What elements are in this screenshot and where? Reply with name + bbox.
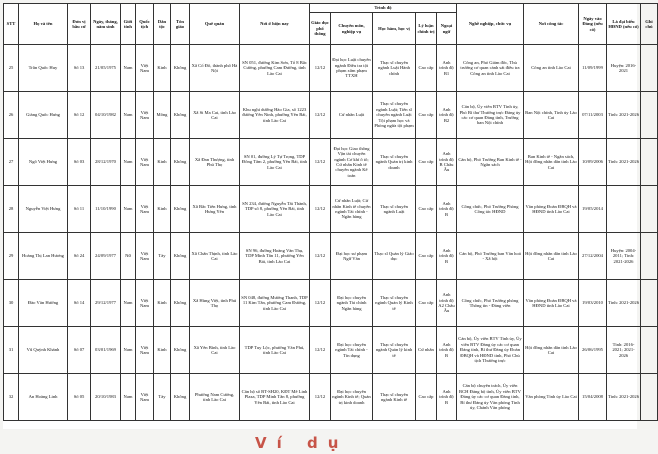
cell-political: Cao cấp	[416, 92, 437, 139]
header-education-group: Trình độ	[310, 4, 457, 13]
footer-stamp-text: Ví dụ	[255, 434, 349, 452]
cell-professional: Đại học Luật chuyên ngành Điều tra tội phạm xâm phạm TTXH	[331, 45, 373, 92]
cell-nationality: Việt Nam	[136, 327, 154, 374]
cell-ethnic: Kinh	[154, 139, 171, 186]
cell-stt: 32	[4, 374, 19, 421]
cell-degree: Thạc sĩ Quản lý Giáo dục	[373, 233, 416, 280]
cell-stt: 29	[4, 233, 19, 280]
cell-unit: Số 12	[68, 92, 91, 139]
cell-party-date: 07/11/2003	[579, 92, 607, 139]
cell-residence: SN 234, đường Nguyễn Tất Thành, TDP số 8, phường Yên Bái, tỉnh Lào Cai	[240, 186, 310, 233]
cell-delegate	[607, 186, 641, 233]
cell-ethnic: Kinh	[154, 280, 171, 327]
cell-language: Anh trình độ B Châu Âu	[437, 139, 457, 186]
cell-general-edu: 12/12	[310, 374, 331, 421]
cell-general-edu: 12/12	[310, 92, 331, 139]
cell-degree: Thạc sĩ chuyên ngành Quản lý kinh tế	[373, 327, 416, 374]
candidate-table	[3, 3, 658, 421]
cell-name: Hoàng Thị Lan Hương	[19, 233, 68, 280]
cell-ethnic: Tày	[154, 233, 171, 280]
cell-occupation: Công chức, Phó Trưởng phòng Thông tin - Đảng viên	[457, 280, 524, 327]
cell-workplace: Ban Nội chính, Tỉnh ủy Lào Cai	[524, 92, 579, 139]
cell-residence: SN 048, đường Mường Thanh, TDP 11 Kim Tân, phường Cam Đường, tỉnh Lào Cai	[240, 280, 310, 327]
header-row-top	[4, 4, 658, 13]
cell-residence: SN 96, đường Hoàng Văn Thụ, TDP Minh Tân 11, phường Yên Bái, tỉnh Lào Cai	[240, 233, 310, 280]
header-residence: Nơi ở hiện nay	[240, 4, 310, 45]
cell-religion: Không	[171, 92, 190, 139]
cell-dob: 21/05/1975	[91, 45, 121, 92]
header-religion: Tôn giáo	[171, 4, 190, 45]
cell-delegate: Tỉnh: 2021-2026	[607, 374, 641, 421]
cell-political: Cao cấp	[416, 374, 437, 421]
header-gender: Giới tính	[121, 4, 136, 45]
cell-party-date: 19/03/2010	[579, 280, 607, 327]
cell-name: Giàng Quốc Hưng	[19, 92, 68, 139]
cell-name: An Hoàng Linh	[19, 374, 68, 421]
cell-note	[641, 327, 658, 374]
cell-workplace: Ban Kinh tế - Ngân sách, Hội đồng nhân dân tỉnh Lào Cai	[524, 139, 579, 186]
cell-hometown: Xã Cổ Đô, thành phố Hà Nội	[190, 45, 240, 92]
cell-stt: 31	[4, 327, 19, 374]
cell-occupation: Cán bộ, Phó Trưởng ban Văn hoá - Xã hội	[457, 233, 524, 280]
table-row	[4, 280, 658, 327]
cell-political: Cao cấp	[416, 186, 437, 233]
cell-occupation: Cán bộ chuyên trách, Ủy viên BCH Đảng bộ tỉnh, Ủy viên BTV Đảng ủy các cơ quan Đảng tỉnh, Bí thư Đảng ủy Văn phòng Tỉnh ủy, Chánh Văn phòng	[457, 374, 524, 421]
cell-degree: Thạc sĩ chuyên ngành Kinh tế	[373, 374, 416, 421]
cell-language: Anh trình độ B2	[437, 92, 457, 139]
cell-dob: 28/12/1970	[91, 139, 121, 186]
table-row	[4, 139, 658, 186]
cell-note	[641, 45, 658, 92]
cell-workplace: Công an tỉnh Lào Cai	[524, 45, 579, 92]
cell-general-edu: 12/12	[310, 186, 331, 233]
cell-religion: Không	[171, 327, 190, 374]
document-page	[3, 3, 653, 429]
cell-party-date: 11/09/1999	[579, 45, 607, 92]
cell-delegate: Tỉnh: 2016-2021; 2021-2026	[607, 327, 641, 374]
cell-degree: Thạc sĩ chuyên ngành Quản lý Kinh tế	[373, 280, 416, 327]
cell-ethnic: Kinh	[154, 327, 171, 374]
cell-gender: Nam	[121, 92, 136, 139]
cell-degree: Thạc sĩ chuyên ngành Luật Hành chính	[373, 45, 416, 92]
cell-language: Anh trình độ B	[437, 374, 457, 421]
cell-residence: TDP Tuy Lộc, phường Văn Phú, tỉnh Lào Cai	[240, 327, 310, 374]
header-delegate: Là đại biểu HĐND (nếu có)	[607, 4, 641, 45]
cell-gender: Nam	[121, 327, 136, 374]
cell-general-edu: 12/12	[310, 45, 331, 92]
cell-note	[641, 92, 658, 139]
cell-unit: Số 24	[68, 233, 91, 280]
cell-workplace: Văn phòng Đoàn ĐBQH và HĐND tỉnh Lào Cai	[524, 186, 579, 233]
cell-ethnic: Tày	[154, 374, 171, 421]
header-occupation: Nghề nghiệp, chức vụ	[457, 4, 524, 45]
cell-occupation: Cán bộ, Phó Trưởng Ban Kinh tế - Ngân sách	[457, 139, 524, 186]
cell-political: Cao cấp	[416, 139, 437, 186]
cell-religion: Không	[171, 374, 190, 421]
cell-political: Cử nhân	[416, 327, 437, 374]
cell-nationality: Việt Nam	[136, 92, 154, 139]
cell-political: Cao cấp	[416, 280, 437, 327]
header-stt: STT	[4, 4, 19, 45]
cell-delegate: Huyện: 2016-2021	[607, 45, 641, 92]
header-unit: Đơn vị bầu cử	[68, 4, 91, 45]
cell-name: Ngô Việt Hưng	[19, 139, 68, 186]
cell-dob: 03/01/1969	[91, 327, 121, 374]
cell-occupation: Cán bộ, Ủy viên BTV Tỉnh ủy, Ủy viên BTV Đảng ủy các cơ quan Đảng tỉnh, Bí thư Đảng ủy Đoàn ĐBQH và HĐND tỉnh, Phó Chủ tịch Thường trực	[457, 327, 524, 374]
cell-religion: Không	[171, 45, 190, 92]
cell-degree: Thạc sĩ chuyên ngành Luật	[373, 186, 416, 233]
cell-delegate: Tỉnh: 2021-2026	[607, 280, 641, 327]
cell-gender: Nam	[121, 186, 136, 233]
cell-dob: 24/09/1977	[91, 233, 121, 280]
cell-ethnic: Kinh	[154, 45, 171, 92]
header-workplace: Nơi công tác	[524, 4, 579, 45]
cell-unit: Số 03	[68, 139, 91, 186]
cell-unit: Số 14	[68, 280, 91, 327]
cell-nationality: Việt Nam	[136, 233, 154, 280]
cell-ethnic: Mông	[154, 92, 171, 139]
cell-stt: 30	[4, 280, 19, 327]
cell-hometown: Xã Si Ma Cai, tỉnh Lào Cai	[190, 92, 240, 139]
cell-party-date: 26/06/1995	[579, 327, 607, 374]
cell-occupation: Cán bộ, Ủy viên BTV Tỉnh ủy, Phó Bí thư Thường trực Đảng ủy các cơ quan Đảng tỉnh, Trưởng ban Nội chính	[457, 92, 524, 139]
cell-party-date: 27/12/2004	[579, 233, 607, 280]
header-name: Họ và tên	[19, 4, 68, 45]
cell-dob: 29/12/1977	[91, 280, 121, 327]
cell-note	[641, 374, 658, 421]
cell-residence: Căn hộ số BT-SH20, KĐT Mê Linh Plaza, TDP Minh Tân 8, phường Yên Bái, tỉnh Lào Cai	[240, 374, 310, 421]
cell-delegate: Tỉnh: 2021-2026	[607, 92, 641, 139]
cell-name: Nguyễn Việt Hưng	[19, 186, 68, 233]
cell-hometown: Xã Chấn Thịnh, tỉnh Lào Cai	[190, 233, 240, 280]
cell-gender: Nam	[121, 374, 136, 421]
cell-language: Anh trình độ B	[437, 233, 457, 280]
header-dob: Ngày, tháng, năm sinh	[91, 4, 121, 45]
cell-workplace: Hội đồng nhân dân tỉnh Lào Cai	[524, 327, 579, 374]
cell-language: Anh trình độ B	[437, 327, 457, 374]
cell-language: Anh trình độ B	[437, 186, 457, 233]
cell-degree: Thạc sĩ chuyên ngành Luật; Tiến sĩ chuyên ngành Luật Tội phạm học và Phòng ngừa tội phạm	[373, 92, 416, 139]
cell-professional: Cử nhân Luật; Cử nhân Kinh tế chuyên ngành Tài chính - Ngân hàng	[331, 186, 373, 233]
cell-name: Vũ Quỳnh Khánh	[19, 327, 68, 374]
cell-professional: Đại học sư phạm Ngữ Văn	[331, 233, 373, 280]
table-row	[4, 45, 658, 92]
table-body	[4, 45, 658, 421]
cell-nationality: Việt Nam	[136, 374, 154, 421]
cell-religion: Không	[171, 139, 190, 186]
cell-note	[641, 139, 658, 186]
cell-professional: Đại học chuyên ngành Tài chính - Tín dụng	[331, 327, 373, 374]
table-row	[4, 233, 658, 280]
cell-stt: 28	[4, 186, 19, 233]
cell-party-date: 19/05/2014	[579, 186, 607, 233]
cell-occupation: Công chức, Phó Trưởng Phòng Công tác HĐND	[457, 186, 524, 233]
cell-residence: SN 051, đường Kim Sơn, Tổ 8 Bắc Cường, phường Cam Đường, tỉnh Lào Cai	[240, 45, 310, 92]
cell-party-date: 15/04/2008	[579, 374, 607, 421]
cell-note	[641, 233, 658, 280]
cell-professional: Đại học chuyên ngành Tài chính Ngân hàng	[331, 280, 373, 327]
cell-hometown: Phường Nam Cường, tỉnh Lào Cai	[190, 374, 240, 421]
cell-workplace: Văn phòng Đoàn ĐBQH và HĐND tỉnh Lào Cai	[524, 280, 579, 327]
cell-workplace: Hội đồng nhân dân tỉnh Lào Cai	[524, 233, 579, 280]
cell-language: Anh trình độ A2 Châu Âu	[437, 280, 457, 327]
cell-delegate: Tỉnh: 2021-2026	[607, 139, 641, 186]
cell-language: Anh trình độ B1	[437, 45, 457, 92]
header-degree: Học hàm, học vị	[373, 13, 416, 45]
cell-residence: Khu nghỉ dưỡng Hào Gia, số 1223 đường Yên Ninh, phường Yên Bái, tỉnh Lào Cai	[240, 92, 310, 139]
cell-hometown: Xã Đan Thượng, tỉnh Phú Thọ	[190, 139, 240, 186]
cell-nationality: Việt Nam	[136, 280, 154, 327]
cell-religion: Không	[171, 233, 190, 280]
cell-religion: Không	[171, 280, 190, 327]
cell-nationality: Việt Nam	[136, 45, 154, 92]
cell-gender: Nam	[121, 45, 136, 92]
table-row	[4, 92, 658, 139]
cell-unit: Số 07	[68, 327, 91, 374]
cell-general-edu: 12/12	[310, 327, 331, 374]
header-hometown: Quê quán	[190, 4, 240, 45]
header-professional: Chuyên môn, nghiệp vụ	[331, 13, 373, 45]
header-party-date: Ngày vào Đảng (nếu có)	[579, 4, 607, 45]
cell-unit: Số 13	[68, 45, 91, 92]
cell-occupation: Công an, Phó Giám đốc, Thủ trưởng cơ quan cảnh sát điều tra Công an tỉnh Lào Cai	[457, 45, 524, 92]
cell-stt: 25	[4, 45, 19, 92]
cell-delegate: Huyện: 2004-2011; Tỉnh: 2021-2026	[607, 233, 641, 280]
cell-dob: 11/10/1990	[91, 186, 121, 233]
header-nationality: Quốc tịch	[136, 4, 154, 45]
cell-professional: Đại học Giao thông Vận tải chuyên ngành Cơ khí ô tô; Cử nhân Kinh tế chuyên ngành Kế toán	[331, 139, 373, 186]
cell-nationality: Việt Nam	[136, 186, 154, 233]
cell-political: Cao cấp	[416, 45, 437, 92]
cell-stt: 27	[4, 139, 19, 186]
cell-nationality: Việt Nam	[136, 139, 154, 186]
cell-dob: 20/10/1983	[91, 374, 121, 421]
table-row	[4, 186, 658, 233]
cell-residence: SN 01, đường Lý Tự Trọng, TDP Đông Tâm 2, phường Yên Bái, tỉnh Lào Cai	[240, 139, 310, 186]
cell-name: Trần Quốc Huy	[19, 45, 68, 92]
cell-hometown: Xã Yên Bình, tỉnh Lào Cai	[190, 327, 240, 374]
cell-professional: Cử nhân Luật	[331, 92, 373, 139]
cell-stt: 26	[4, 92, 19, 139]
cell-gender: Nam	[121, 139, 136, 186]
cell-party-date: 10/09/2006	[579, 139, 607, 186]
header-general-edu: Giáo dục phổ thông	[310, 13, 331, 45]
cell-general-edu: 12/12	[310, 233, 331, 280]
table-row	[4, 327, 658, 374]
cell-degree: Thạc sĩ chuyên ngành Quản trị kinh doanh	[373, 139, 416, 186]
cell-dob: 04/10/1982	[91, 92, 121, 139]
cell-gender: Nam	[121, 280, 136, 327]
cell-name: Đào Văn Hường	[19, 280, 68, 327]
cell-professional: Đại học chuyên ngành Kinh tế; Quản trị kinh doanh	[331, 374, 373, 421]
cell-general-edu: 12/12	[310, 280, 331, 327]
cell-political: Cao cấp	[416, 233, 437, 280]
cell-gender: Nữ	[121, 233, 136, 280]
header-ethnic: Dân tộc	[154, 4, 171, 45]
cell-workplace: Văn phòng Tỉnh ủy Lào Cai	[524, 374, 579, 421]
cell-religion: Không	[171, 186, 190, 233]
cell-hometown: Xã Hùng Việt, tỉnh Phú Thọ	[190, 280, 240, 327]
cell-unit: Số 05	[68, 374, 91, 421]
table-row	[4, 374, 658, 421]
header-political: Lý luận chính trị	[416, 13, 437, 45]
cell-note	[641, 280, 658, 327]
cell-ethnic: Kinh	[154, 186, 171, 233]
header-note: Ghi chú	[641, 4, 658, 45]
cell-unit: Số 11	[68, 186, 91, 233]
header-language: Ngoại ngữ	[437, 13, 457, 45]
cell-hometown: Xã Bắc Tiến Hưng, tỉnh Hưng Yên	[190, 186, 240, 233]
cell-general-edu: 12/12	[310, 139, 331, 186]
cell-note	[641, 186, 658, 233]
